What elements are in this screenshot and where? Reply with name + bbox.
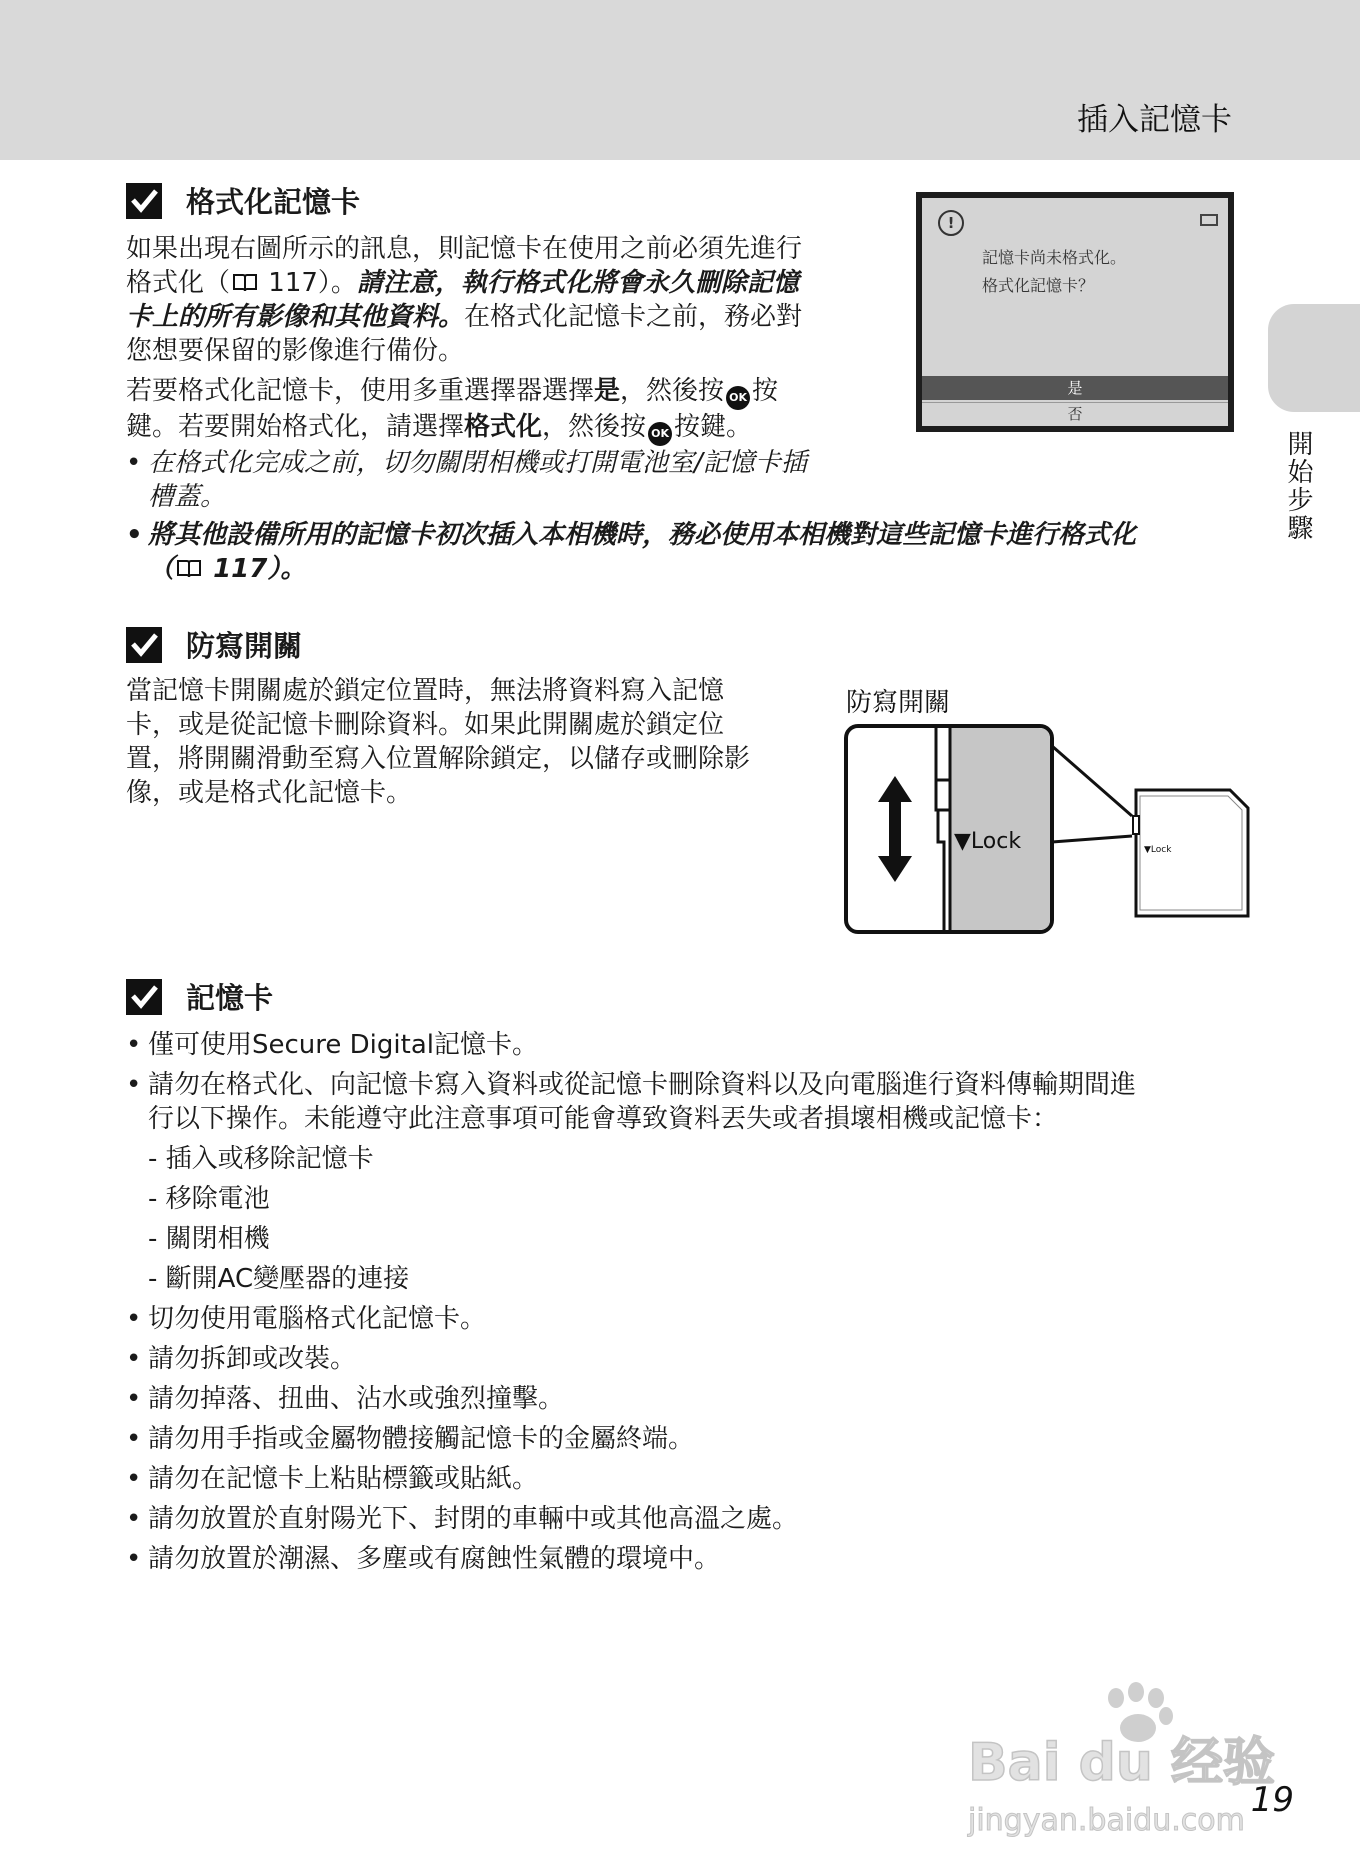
text-line: 當記憶卡開關處於鎖定位置時，無法將資料寫入記憶 xyxy=(126,676,725,706)
baidu-watermark xyxy=(966,1670,1296,1850)
text-line xyxy=(126,266,802,300)
memory-card-bullet: • 切勿使用電腦格式化記憶卡。 xyxy=(126,1302,486,1336)
text-line: 如果出現右圖所示的訊息，則記憶卡在使用之前必須先進行 xyxy=(126,234,803,264)
text-run: （ xyxy=(148,554,175,584)
lcd-option-no: 否 xyxy=(922,402,1228,425)
write-protect-paragraph xyxy=(126,674,750,810)
memory-card-bullet: • 請勿拆卸或改裝。 xyxy=(126,1342,356,1376)
section-heading-format xyxy=(126,180,360,221)
section-heading-memory-card xyxy=(126,976,273,1017)
ok-button-icon: OK xyxy=(726,386,750,410)
memory-card-bullet: • 請勿放置於潮濕、多塵或有腐蝕性氣體的環境中。 xyxy=(126,1542,720,1576)
text-line: 行以下操作。未能遵守此注意事項可能會導致資料丟失或者損壞相機或記憶卡： xyxy=(148,1104,1059,1134)
text-run: 117）。 xyxy=(204,554,307,584)
battery-icon xyxy=(1200,214,1218,226)
text-run: ，然後按 xyxy=(542,412,647,442)
chapter-tab xyxy=(1268,304,1360,412)
memory-card-subitem: - 斷開AC變壓器的連接 xyxy=(148,1264,410,1294)
text-line: • 在格式化完成之前，切勿關閉相機或打開電池室/記憶卡插 xyxy=(148,448,807,478)
text-line: 像，或是格式化記憶卡。 xyxy=(126,778,413,808)
section-heading-write-protect xyxy=(126,624,302,665)
text-line: 置，將開關滑動至寫入位置解除鎖定，以儲存或刪除影 xyxy=(126,744,751,774)
text-run: ，然後按 xyxy=(620,376,725,406)
ok-button-icon: OK xyxy=(648,422,672,446)
watermark-url: jingyan.baidu.com xyxy=(968,1803,1245,1838)
text-run: 按 xyxy=(752,376,779,406)
check-icon xyxy=(126,627,162,663)
memory-card-subitem: - 關閉相機 xyxy=(148,1224,270,1254)
lcd-message-line: 記憶卡尚未格式化。 xyxy=(982,248,1127,267)
text-line: 槽蓋。 xyxy=(148,482,227,512)
lcd-display xyxy=(922,198,1228,426)
memory-card-bullet: • 僅可使用Secure Digital記憶卡。 xyxy=(126,1028,538,1062)
memory-card-bullet: • 請勿掉落、扭曲、沾水或強烈撞擊。 xyxy=(126,1382,564,1416)
chapter-tab-label: 開始步驟 xyxy=(1283,430,1313,542)
text-run: 在格式化記憶卡之前，務必對 xyxy=(464,302,803,332)
watermark-brand: Bai du 经验 xyxy=(968,1733,1275,1793)
format-bullet-1 xyxy=(126,446,807,514)
memory-card-subitem: - 移除電池 xyxy=(148,1184,270,1214)
text-run: 請注意，執行格式化將會永久刪除記憶 xyxy=(356,268,799,298)
lock-label-small: ▼Lock xyxy=(1144,845,1172,855)
text-run: 鍵。若要開始格式化，請選擇 xyxy=(126,412,465,442)
check-icon xyxy=(126,183,162,219)
lock-label-large: ▼Lock xyxy=(954,829,1022,854)
text-line: • 將其他設備所用的記憶卡初次插入本相機時，務必使用本相機對這些記憶卡進行格式化 xyxy=(148,520,1137,550)
book-reference-icon xyxy=(232,268,258,288)
text-run: 按鍵。 xyxy=(674,412,753,442)
warning-icon: ! xyxy=(938,210,964,236)
camera-lcd-screen xyxy=(916,192,1234,432)
section-title: 記憶卡 xyxy=(186,981,274,1015)
text-line: 卡，或是從記憶卡刪除資料。如果此開關處於鎖定位 xyxy=(126,710,725,740)
format-bullet-2 xyxy=(126,518,1136,586)
memory-card-bullet xyxy=(126,1068,1136,1136)
book-reference-icon xyxy=(176,554,202,574)
page-header-title: 插入記憶卡 xyxy=(1077,102,1232,138)
memory-card-bullet: • 請勿在記憶卡上粘貼標籤或貼紙。 xyxy=(126,1462,538,1496)
format-paragraph-1 xyxy=(126,232,802,368)
lcd-message-line: 格式化記憶卡？ xyxy=(982,276,1095,295)
text-run: 卡上的所有影像和其他資料。 xyxy=(126,302,465,332)
page-number: 19 xyxy=(1250,1780,1294,1820)
text-run: 格式化（ xyxy=(126,268,231,298)
text-run: 117）。 xyxy=(260,268,357,298)
text-run: 若要格式化記憶卡，使用多重選擇器選擇 xyxy=(126,376,595,406)
text-line xyxy=(126,300,802,334)
write-protect-diagram xyxy=(840,720,1280,940)
text-line: 您想要保留的影像進行備份。 xyxy=(126,336,465,366)
lcd-option-yes: 是 xyxy=(922,376,1228,400)
format-paragraph-2 xyxy=(126,374,778,446)
text-run: 是 xyxy=(594,376,621,406)
memory-card-bullet: • 請勿用手指或金屬物體接觸記憶卡的金屬終端。 xyxy=(126,1422,694,1456)
memory-card-subitem: - 插入或移除記憶卡 xyxy=(148,1144,374,1174)
text-line: • 請勿在格式化、向記憶卡寫入資料或從記憶卡刪除資料以及向電腦進行資料傳輸期間進 xyxy=(148,1070,1137,1100)
lock-switch xyxy=(936,780,950,810)
diagram-label: 防寫開關 xyxy=(846,688,951,718)
memory-card-bullet: • 請勿放置於直射陽光下、封閉的車輛中或其他高溫之處。 xyxy=(126,1502,798,1536)
text-run: 格式化 xyxy=(464,412,543,442)
text-line xyxy=(126,410,778,446)
section-title: 防寫開關 xyxy=(186,629,303,663)
text-line xyxy=(126,374,778,410)
section-title: 格式化記憶卡 xyxy=(186,185,361,219)
text-line xyxy=(148,552,1136,586)
lcd-message xyxy=(982,244,1126,300)
check-icon xyxy=(126,979,162,1015)
